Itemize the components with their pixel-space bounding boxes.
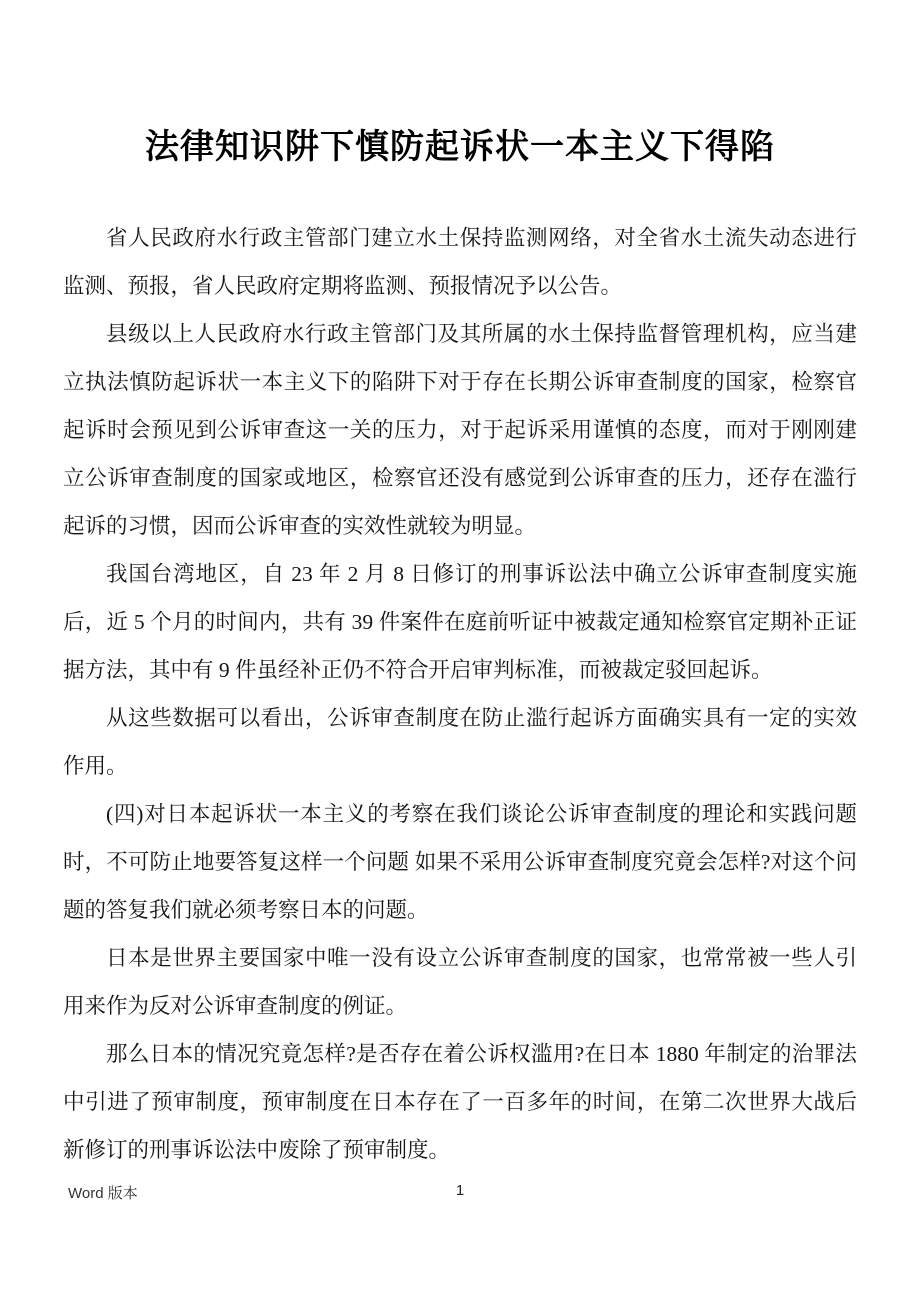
paragraph-7: 那么日本的情况究竟怎样?是否存在着公诉权滥用?在日本 1880 年制定的治罪法中引进了预审制度，预审制度在日本存在了一百多年的时间，在第二次世界大战后新修订的刑事诉讼法中废除了预审制度。 bbox=[63, 1042, 857, 1162]
document-title: 法律知识阱下慎防起诉状一本主义下得陷 bbox=[145, 129, 775, 166]
paragraph-1: 省人民政府水行政主管部门建立水土保持监测网络，对全省水土流失动态进行监测、预报，省人民政府定期将监测、预报情况予以公告。 bbox=[63, 226, 857, 298]
paragraph-4: 从这些数据可以看出，公诉审查制度在防止滥行起诉方面确实具有一定的实效作用。 bbox=[63, 706, 857, 778]
footer bbox=[63, 1182, 857, 1206]
document-body bbox=[63, 214, 857, 1174]
paragraph-3: 我国台湾地区，自 23 年 2 月 8 日修订的刑事诉讼法中确立公诉审查制度实施后，近 5 个月的时间内，共有 39 件案件在庭前听证中被裁定通知检察官定期补正证据方法，其中有 9 件虽经补正仍不符合开启审判标准，而被裁定驳回起诉。 bbox=[63, 562, 857, 682]
paragraph-6: 日本是世界主要国家中唯一没有设立公诉审查制度的国家，也常常被一些人引用来作为反对公诉审查制度的例证。 bbox=[63, 946, 857, 1018]
page-number: 1 bbox=[455, 1182, 465, 1199]
paragraph-2: 县级以上人民政府水行政主管部门及其所属的水土保持监督管理机构，应当建立执法慎防起诉状一本主义下的陷阱下对于存在长期公诉审查制度的国家，检察官起诉时会预见到公诉审查这一关的压力，对于起诉采用谨慎的态度，而对于刚刚建立公诉审查制度的国家或地区，检察官还没有感觉到公诉审查的压力，还存在滥行起诉的习惯，因而公诉审查的实效性就较为明显。 bbox=[63, 322, 857, 538]
document-content bbox=[63, 0, 857, 1174]
footer-word-version-label: Word 版本 bbox=[68, 1185, 138, 1202]
paragraph-5: (四)对日本起诉状一本主义的考察在我们谈论公诉审查制度的理论和实践问题时，不可防止地要答复这样一个问题 如果不采用公诉审查制度究竟会怎样?对这个问题的答复我们就必须考察日本的问题。 bbox=[63, 802, 857, 922]
